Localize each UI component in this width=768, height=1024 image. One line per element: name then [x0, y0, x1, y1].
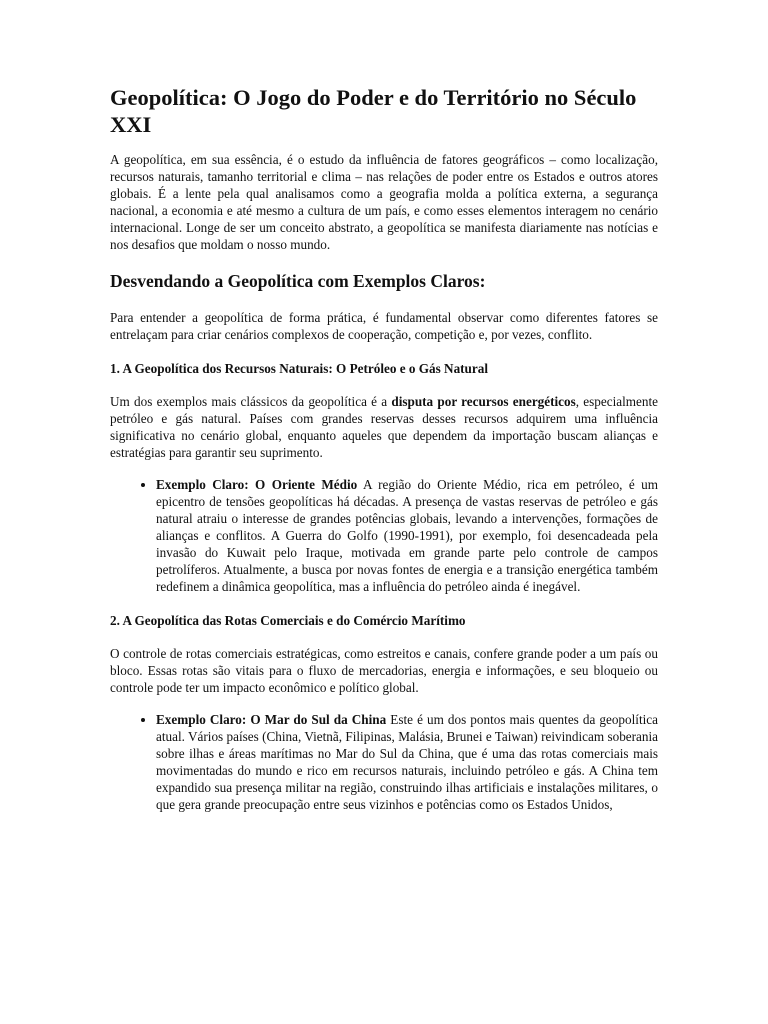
bullet-list-1: [110, 476, 658, 595]
text-run: , especialmente petróleo e gás natural. Países com grandes reservas desses recursos adquirem uma influência significativa no cenário global, enquanto aqueles que dependem da importação buscam alianças e estratégias para garantir seu suprimento.: [110, 394, 658, 460]
document-title: Geopolítica: O Jogo do Poder e do Território no Século XXI: [110, 85, 637, 137]
bullet-label: Exemplo Claro: O Oriente Médio: [156, 477, 358, 492]
bullet-text: A região do Oriente Médio, rica em petróleo, é um epicentro de tensões geopolíticas há décadas. A presença de vastas reservas de petróleo e gás natural atraiu o interesse de grandes potências globais, levando a intervenções, formações de alianças e conflitos. A Guerra do Golfo (1990-1991), por exemplo, foi desencadeada pela invasão do Kuwait pelo Iraque, motivada em grande parte pelo controle de campos petrolíferos. Atualmente, a busca por novas fontes de energia e a transição energética também redefinem a dinâmica geopolítica, mas a influência do petróleo ainda é inegável.: [156, 477, 659, 594]
text-run: Um dos exemplos mais clássicos da geopolítica é a: [110, 394, 392, 409]
subsection-paragraph-1: [110, 393, 658, 461]
bullet-label: Exemplo Claro: O Mar do Sul da China: [156, 712, 387, 727]
section-intro-paragraph: Para entender a geopolítica de forma prática, é fundamental observar como diferentes fatores se entrelaçam para criar cenários complexos de cooperação, competição e, por vezes, conflito.: [110, 310, 658, 342]
section-heading: Desvendando a Geopolítica com Exemplos Claros:: [110, 271, 486, 291]
document-page: [110, 84, 658, 813]
subsection-paragraph-2: O controle de rotas comerciais estratégicas, como estreitos e canais, confere grande poder a um país ou bloco. Essas rotas são vitais para o fluxo de mercadorias, energia e informações, e seu bloqueio ou controle pode ter um impacto econômico e político global.: [110, 646, 658, 695]
bullet-text: Este é um dos pontos mais quentes da geopolítica atual. Vários países (China, Vietnã, Filipinas, Malásia, Brunei e Taiwan) reivindicam soberania sobre ilhas e áreas marítimas no Mar do Sul da China, que é uma das rotas comerciais mais movimentadas do mundo e rico em recursos naturais, incluindo petróleo e gás. A China tem expandido sua presença militar na região, construindo ilhas artificiais e instalações militares, o que gera grande preocupação entre seus vizinhos e potências como os Estados Unidos,: [156, 712, 658, 812]
bullet-list-2: [110, 711, 658, 813]
list-item: [156, 711, 658, 813]
bold-phrase: disputa por recursos energéticos: [391, 394, 576, 409]
subsection-heading-1: 1. A Geopolítica dos Recursos Naturais: O Petróleo e o Gás Natural: [110, 361, 488, 376]
list-item: [156, 476, 658, 595]
intro-paragraph: A geopolítica, em sua essência, é o estudo da influência de fatores geográficos – como localização, recursos naturais, tamanho territorial e clima – nas relações de poder entre os Estados e outros atores globais. É a lente pela qual analisamos como a geografia molda a política externa, a segurança nacional, a economia e até mesmo a cultura de um país, e como esses elementos interagem no cenário internacional. Longe de ser um conceito abstrato, a geopolítica se manifesta diariamente nas notícias e nos desafios que moldam o nosso mundo.: [110, 152, 658, 252]
subsection-heading-2: 2. A Geopolítica das Rotas Comerciais e do Comércio Marítimo: [110, 613, 466, 628]
